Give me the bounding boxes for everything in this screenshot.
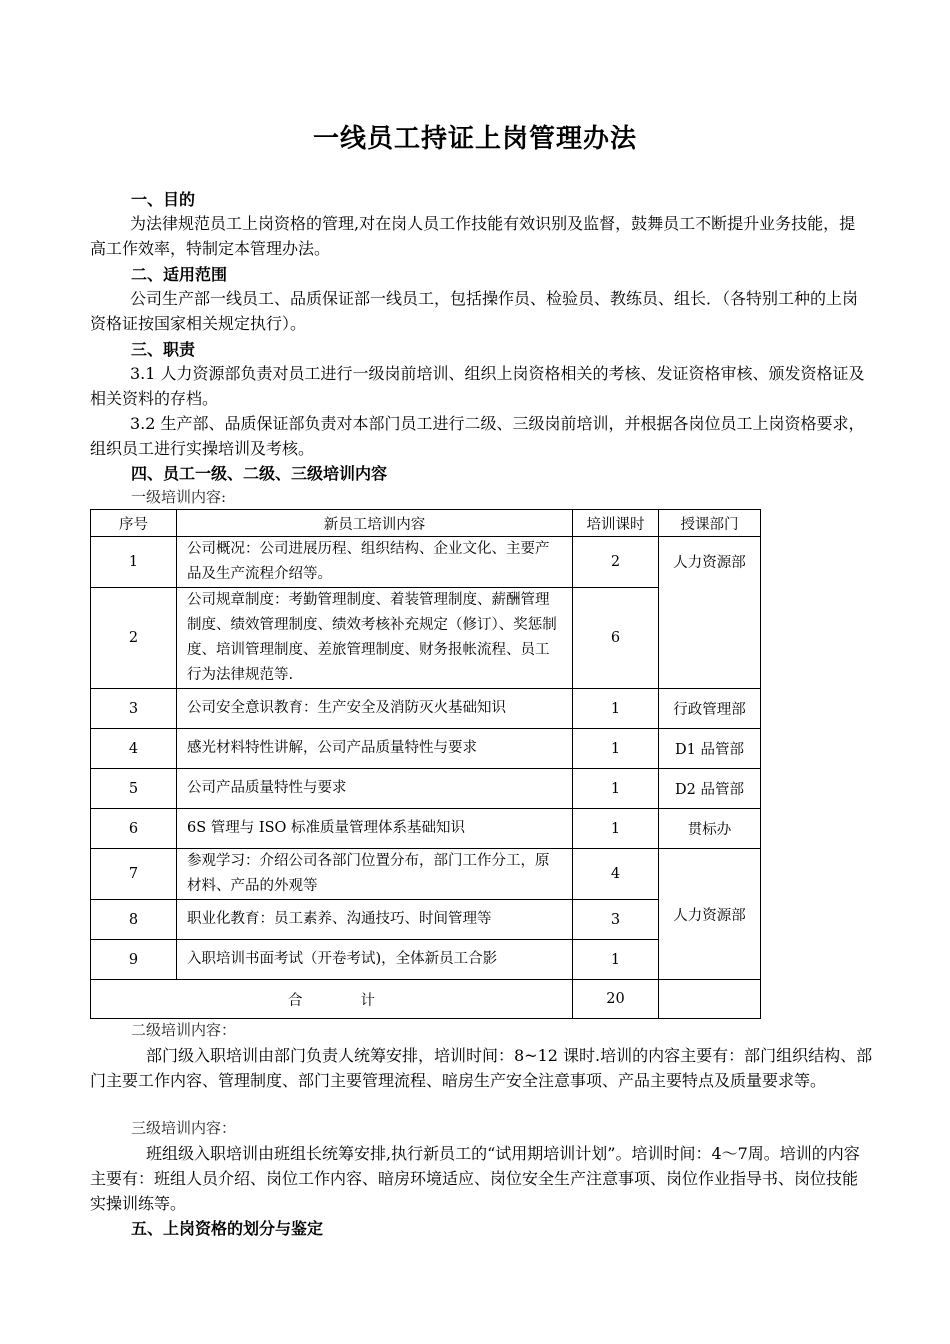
dept-merged-hr-2: 人力资源部 — [659, 849, 761, 980]
table-row — [91, 849, 761, 900]
section-heading-duties: 三、职责 — [131, 340, 196, 359]
table-header-row — [91, 510, 761, 537]
table-row — [91, 809, 761, 849]
table-row — [91, 729, 761, 769]
row-hours: 6 — [573, 588, 659, 689]
row-content: 感光材料特性讲解，公司产品质量特性与要求 — [177, 729, 573, 769]
row-content: 参观学习：介绍公司各部门位置分布，部门工作分工，原材料、产品的外观等 — [177, 849, 573, 900]
row-dept: D2 品管部 — [659, 769, 761, 809]
row-no: 6 — [91, 809, 177, 849]
row-no: 2 — [91, 588, 177, 689]
row-hours: 1 — [573, 809, 659, 849]
section-body-purpose: 为法律规范员工上岗资格的管理,对在岗人员工作技能有效识别及监督，鼓舞员工不断提升业务技能，提高工作效率，特制定本管理办法。 — [90, 214, 856, 258]
duties-paragraph-2: 3.2 生产部、品质保证部负责对本部门员工进行二级、三级岗前培训，并根据各岗位员工上岗资格要求，组织员工进行实操培训及考核。 — [90, 414, 865, 458]
total-hours: 20 — [573, 980, 659, 1019]
row-content: 入职培训书面考试（开卷考试)，全体新员工合影 — [177, 940, 573, 980]
level1-training-table — [90, 509, 761, 1019]
row-hours: 3 — [573, 900, 659, 940]
row-dept: 行政管理部 — [659, 689, 761, 729]
row-no: 8 — [91, 900, 177, 940]
table-total-row — [91, 980, 761, 1019]
row-content: 公司产品质量特性与要求 — [177, 769, 573, 809]
row-no: 5 — [91, 769, 177, 809]
row-content: 公司规章制度：考勤管理制度、着装管理制度、薪酬管理制度、绩效管理制度、绩效考核补充规定（修订）、奖惩制度、培训管理制度、差旅管理制度、财务报帐流程、员工行为法律规范等. — [177, 588, 573, 689]
level1-label: 一级培训内容: — [131, 488, 227, 506]
total-label: 合 计 — [91, 980, 573, 1019]
row-content: 公司概况：公司进展历程、组织结构、企业文化、主要产品及生产流程介绍等。 — [177, 537, 573, 588]
row-dept: 贯标办 — [659, 809, 761, 849]
section-heading-qualification: 五、上岗资格的划分与鉴定 — [131, 1219, 324, 1238]
table-row — [91, 537, 761, 588]
level3-label: 三级培训内容： — [131, 1119, 237, 1137]
row-no: 7 — [91, 849, 177, 900]
page-title: 一线员工持证上岗管理办法 — [312, 124, 637, 154]
row-hours: 1 — [573, 729, 659, 769]
header-dept: 授课部门 — [659, 510, 761, 537]
table-row — [91, 689, 761, 729]
header-hours: 培训课时 — [573, 510, 659, 537]
duties-paragraph-1: 3.1 人力资源部负责对员工进行一级岗前培训、组织上岗资格相关的考核、发证资格审核、颁发资格证及相关资料的存档。 — [90, 364, 865, 408]
table-row — [91, 769, 761, 809]
section-heading-scope: 二、适用范围 — [131, 265, 228, 284]
row-hours: 4 — [573, 849, 659, 900]
row-content: 6S 管理与 ISO 标准质量管理体系基础知识 — [177, 809, 573, 849]
row-content: 公司安全意识教育：生产安全及消防灭火基础知识 — [177, 689, 573, 729]
header-content: 新员工培训内容 — [177, 510, 573, 537]
row-no: 4 — [91, 729, 177, 769]
section-heading-purpose: 一、目的 — [131, 190, 196, 209]
row-dept: D1 品管部 — [659, 729, 761, 769]
row-hours: 1 — [573, 940, 659, 980]
level2-body: 部门级入职培训由部门负责人统筹安排，培训时间：8~12 课时.培训的内容主要有：部门组织结构、部门主要工作内容、管理制度、部门主要管理流程、暗房生产安全注意事项、产品主要特点及质量要求等。 — [90, 1046, 873, 1090]
row-content: 职业化教育：员工素养、沟通技巧、时间管理等 — [177, 900, 573, 940]
header-no: 序号 — [91, 510, 177, 537]
row-hours: 2 — [573, 537, 659, 588]
level3-body: 班组级入职培训由班组长统筹安排,执行新员工的“试用期培训计划”。培训时间：4～7周。培训的内容主要有：班组人员介绍、岗位工作内容、暗房环境适应、岗位安全生产注意事项、岗位作业指导书、岗位技能实操训练等。 — [90, 1144, 860, 1213]
row-hours: 1 — [573, 769, 659, 809]
row-no: 9 — [91, 940, 177, 980]
row-no: 3 — [91, 689, 177, 729]
level2-label: 二级培训内容： — [131, 1021, 237, 1039]
row-hours: 1 — [573, 689, 659, 729]
row-no: 1 — [91, 537, 177, 588]
dept-merged-hr-1: 人力资源部 — [659, 537, 761, 689]
total-dept-empty — [659, 980, 761, 1019]
section-heading-training: 四、员工一级、二级、三级培训内容 — [131, 464, 388, 483]
section-body-scope: 公司生产部一线员工、品质保证部一线员工，包括操作员、检验员、教练员、组长．（各特别工种的上岗资格证按国家相关规定执行）。 — [90, 289, 859, 333]
